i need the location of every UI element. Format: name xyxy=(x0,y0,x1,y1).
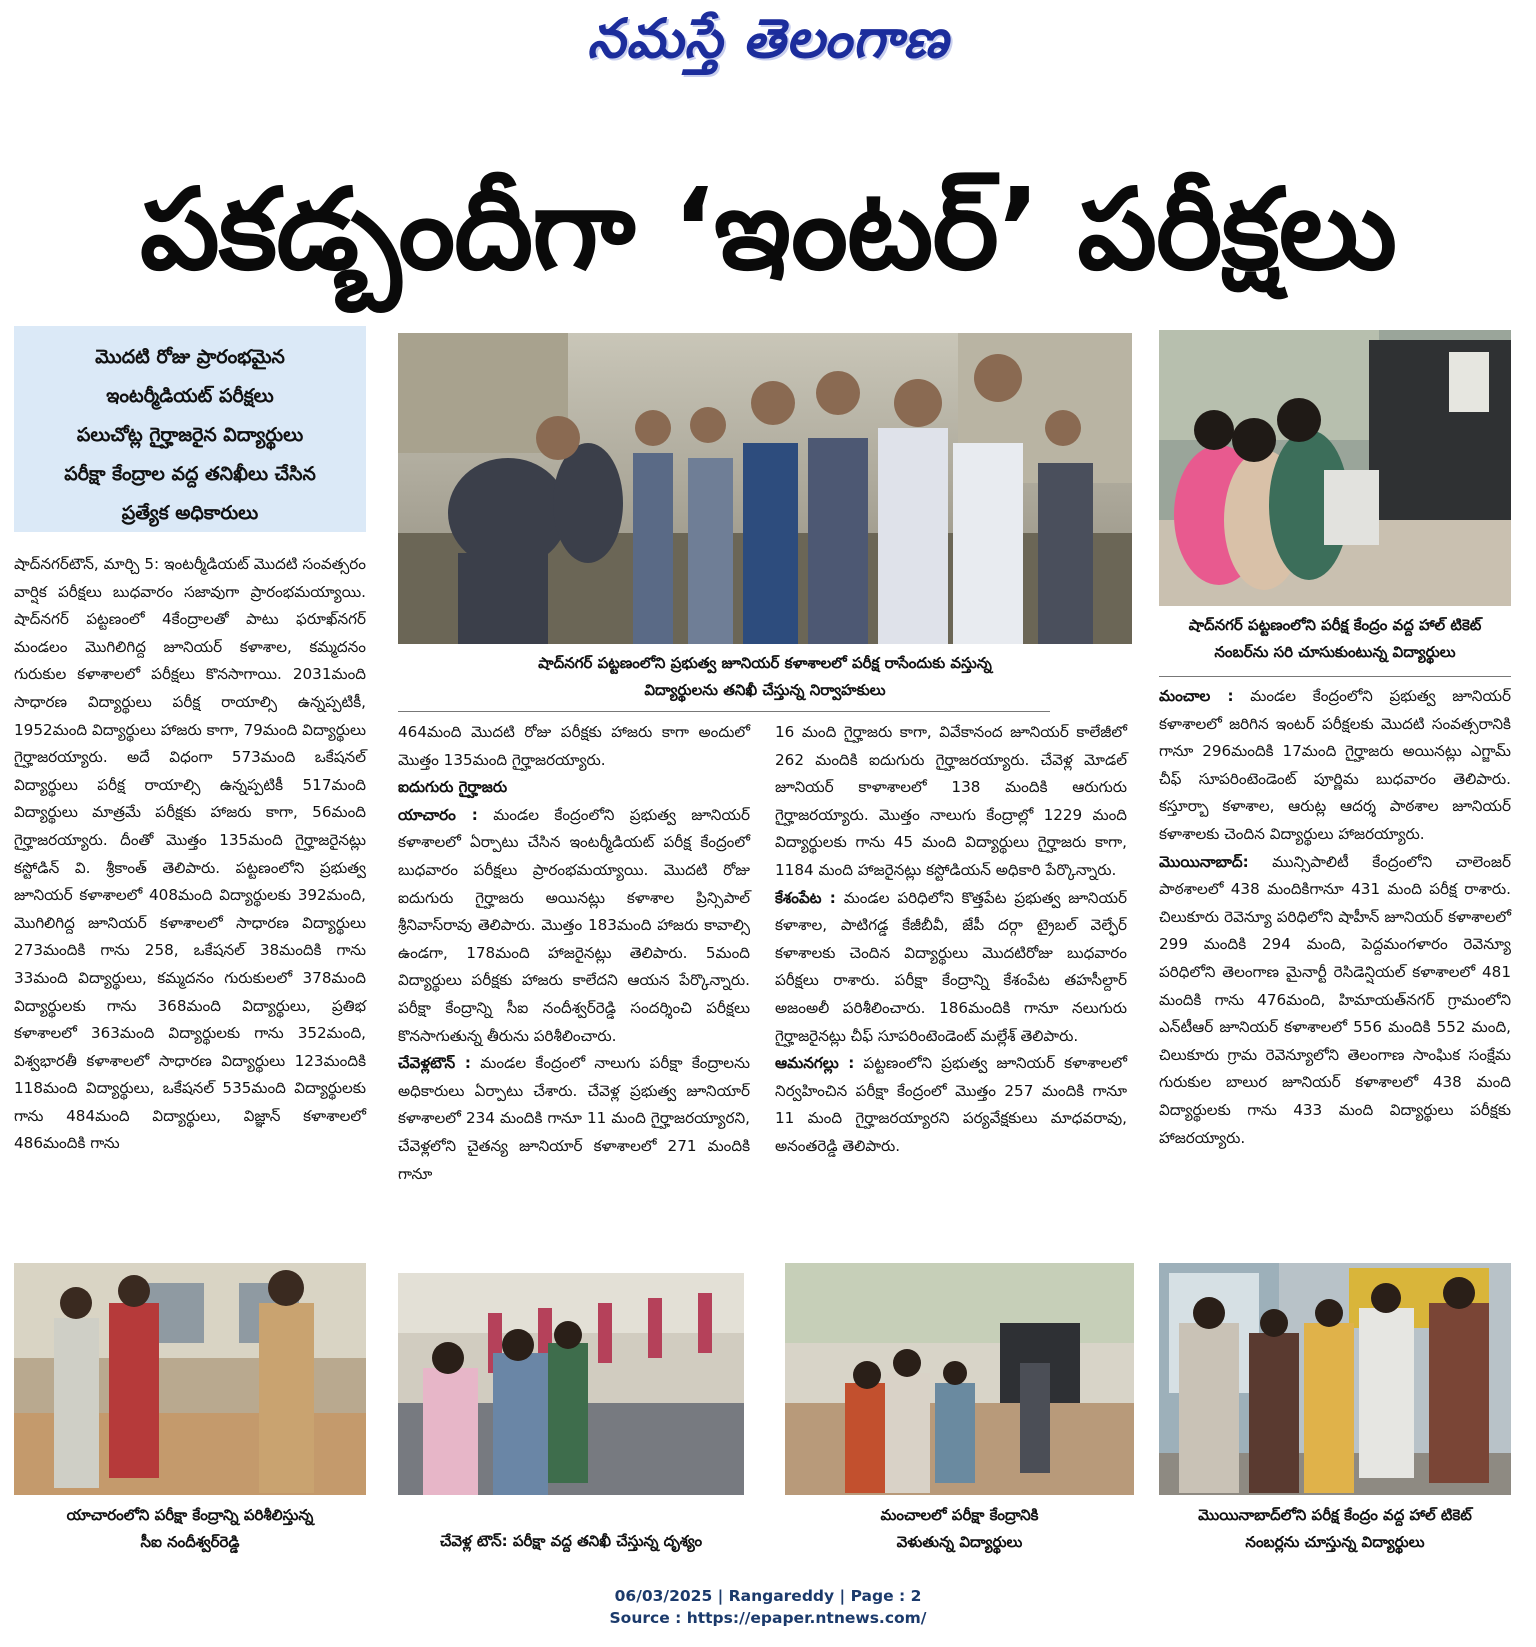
bottom-photo-image xyxy=(398,1273,744,1495)
dateline-place: మంచాల : xyxy=(1159,687,1234,705)
right-photo-caption xyxy=(1159,612,1511,666)
article-paragraph: 464మంది మొదటి రోజు పరీక్షకు హాజరు కాగా అందులో మొత్తం 135మంది గైర్హాజరయ్యారు. xyxy=(398,723,750,769)
dateline-place: యాచారం : xyxy=(398,805,478,824)
caption-line: నంబర్‌ను సరి చూసుకుంటున్న విద్యార్థులు xyxy=(1214,643,1456,661)
highlights-box xyxy=(14,326,366,532)
article-text: పట్టణంలోని ప్రభుత్వ జూనియర్ కళాశాలలో నిర్వహించిన పరీక్షా కేంద్రంలో మొత్తం 257 మందికి గానూ 11 మంది గైర్హాజరయ్యారని పర్యవేక్షకులు మాధవరావు, అనంతరెడ్డి తెలిపారు. xyxy=(775,1054,1127,1155)
bottom-caption-3 xyxy=(785,1502,1134,1556)
caption-line: విద్యార్థులను తనిఖీ చేస్తున్న నిర్వాహకులు xyxy=(644,681,886,699)
divider xyxy=(1159,676,1511,677)
caption-line: షాద్‌నగర్ పట్టణంలోని ప్రభుత్వ జూనియర్ కళాశాలలో పరీక్ష రాసేందుకు వస్తున్న xyxy=(538,654,992,672)
bottom-photo-1 xyxy=(14,1263,366,1495)
article-column-4 xyxy=(1159,683,1511,1152)
main-photo xyxy=(398,333,1132,644)
caption-line: మొయినాబాద్‌లోని పరీక్ష కేంద్రం వద్ద హాల్ టికెట్ xyxy=(1198,1506,1472,1524)
article-text: మండల కేంద్రంలోని ప్రభుత్వ జూనియర్ కళాశాలలో ఏర్పాటు చేసిన ఇంటర్మీడియట్ పరీక్ష కేంద్రంలో బుధవారం పరీక్షలు ప్రారంభమయ్యాయి. మొదటి రోజు ఐదుగురు గైర్హాజరు అయినట్లు కళాశాల ప్రిన్సిపాల్ శ్రీనివాస్‌రావు తెలిపారు. మొత్తం 183మంది హాజరు కావాల్సి ఉండగా, 178మంది హాజరైనట్లు తెలిపారు. 5మంది విద్యార్థులు పరీక్షకు హాజరు కాలేదని ఆయన పేర్కొన్నారు. పరీక్షా కేంద్రాన్ని సీఐ నందీశ్వర్‌రెడ్డి సందర్శించి పరీక్షలు కొనసాగుతున్న తీరును పరిశీలించారు. xyxy=(398,805,750,1045)
highlight-line: పలుచోట్ల గైర్హాజరైన విద్యార్థులు xyxy=(76,424,304,446)
bottom-photo-3 xyxy=(785,1263,1134,1495)
bottom-photo-image xyxy=(14,1263,366,1495)
right-photo-image xyxy=(1159,330,1511,606)
dateline-place: చేవెళ్లటౌన్ : xyxy=(398,1054,471,1073)
article-column-3 xyxy=(775,719,1127,1161)
bottom-photo-image xyxy=(1159,1263,1511,1495)
subheading: ఐదుగురు గైర్హాజరు xyxy=(398,778,508,797)
article-text: మున్సిపాలిటీ కేంద్రంలోని చాలెంజర్ పాఠశాలలో 438 మందికిగానూ 431 మంది పరీక్ష రాశారు. చిలుకూరు రెవెన్యూ పరిధిలోని షాహీన్ జూనియర్ కళాశాలలో 299 మందికి 294 మంది, పెద్దమంగళారం రెవెన్యూ పరిధిలోని తెలంగాణ మైనార్టీ రెసిడెన్షియల్ కళాశాలలో 481 మందికి గాను 476మంది, హిమాయత్‌నగర్ గ్రామంలోని ఎన్‌టీఆర్ జూనియర్ కళాశాలలో 556 మందికి 552 మంది, చిలుకూరు గ్రామ రెవెన్యూలోని తెలంగాణ సాంఘిక సంక్షేమ గురుకుల బాలుర జూనియర్ కళాశాలలో 438 మంది విద్యార్థులకు గాను 433 మంది విద్యార్థులు పరీక్షకు హాజరయ్యారు. xyxy=(1159,852,1511,1147)
caption-line: నంబర్లను చూస్తున్న విద్యార్థులు xyxy=(1245,1533,1425,1551)
article-text: మండల కేంద్రంలోని ప్రభుత్వ జూనియర్ కళాశాలలో జరిగిన ఇంటర్ పరీక్షలకు మొదటి సంవత్సరానికి గానూ 296మందికి 17మంది గైర్హాజరు అయినట్లు ఎగ్జామ్ చీఫ్ సూపరింటెండెంట్ పూర్ణిమ బుధవారం తెలిపారు. కస్తూర్బా కళాశాల, ఆరుట్ల ఆదర్శ పాఠశాల జూనియర్ కళాశాలకు చెందిన విద్యార్థులు హాజరయ్యారు. xyxy=(1159,687,1511,843)
article-paragraph xyxy=(398,802,750,1050)
divider xyxy=(398,711,1050,712)
article-paragraph xyxy=(775,1050,1127,1160)
article-text: మండల కేంద్రంలో నాలుగు పరీక్షా కేంద్రాలను అధికారులు ఏర్పాటు చేశారు. చేవెళ్ల ప్రభుత్వ జూనియార్ కళాశాలలో 234 మందికి గానూ 11 మంది గైర్హాజరయ్యారని, చేవెళ్లలోని చైతన్య జూనియార్ కళాశాలలో 271 మందికి గానూ xyxy=(398,1054,750,1183)
main-photo-caption xyxy=(398,650,1132,704)
caption-line: సీఐ నందీశ్వర్‌రెడ్డి xyxy=(140,1533,240,1551)
footer-date-edition: 06/03/2025 | Rangareddy | Page : 2 xyxy=(614,1587,922,1605)
article-paragraph: 16 మంది గైర్హాజరు కాగా, వివేకానంద జూనియర్ కాలేజీలో 262 మందికి ఐదుగురు గైర్హాజరయ్యారు. చేవెళ్ల మోడల్ జూనియర్ కాళాశాలలో 138 మందికి ఆరుగురు గైర్హాజరయ్యారు. మొత్తం నాలుగు కేంద్రాల్లో 1229 మంది విద్యార్థులకు గాను 45 మంది విద్యార్థులు గైర్హాజరు కాగా, 1184 మంది హాజరైనట్లు కస్టోడియన్ అధికారి పేర్కొన్నారు. xyxy=(775,723,1127,879)
bottom-caption-2 xyxy=(398,1528,744,1555)
highlight-line: మొదటి రోజు ప్రారంభమైన xyxy=(95,346,285,368)
masthead-logo: నమస్తే తెలంగాణ xyxy=(587,6,949,70)
article-column-2 xyxy=(398,719,750,1188)
caption-line: వెళుతున్న విద్యార్థులు xyxy=(896,1533,1023,1551)
bottom-photo-4 xyxy=(1159,1263,1511,1495)
headline: పకడ్బందీగా ‘ఇంటర్’ పరీక్షలు xyxy=(140,165,1396,295)
dateline-place: కేశంపేట : xyxy=(775,888,836,907)
article-column-1 xyxy=(14,551,366,1158)
caption-line: మంచాలలో పరీక్షా కేంద్రానికి xyxy=(880,1506,1039,1524)
article-paragraph xyxy=(1159,849,1511,1153)
right-photo xyxy=(1159,330,1511,606)
bottom-photo-2 xyxy=(398,1273,744,1495)
article-text: మండల పరిధిలోని కొత్తపేట ప్రభుత్వ జూనియర్ కళాశాల, పాటిగడ్డ కేజీబీవీ, జేపీ దర్గా ట్రైబల్ వెల్ఫేర్ కళాశాలకు చెందిన విద్యార్థులు మొదటిరోజు బుధవారం పరీక్షలు రాశారు. పరీక్షా కేంద్రాన్ని కేశంపేట తహసీల్దార్ అజంఅలీ పరిశీలించారు. 186మందికి గానూ నలుగురు గైర్హాజరైనట్లు చీఫ్ సూపరింటెండెంట్ మల్లేశ్ తెలిపారు. xyxy=(775,888,1127,1045)
highlight-line: పరీక్షా కేంద్రాల వద్ద తనిఖీలు చేసిన xyxy=(64,463,316,485)
footer-source: Source : https://epaper.ntnews.com/ xyxy=(609,1609,927,1627)
highlight-line: ఇంటర్మీడియట్ పరీక్షలు xyxy=(106,385,274,407)
bottom-caption-4 xyxy=(1159,1502,1511,1556)
main-photo-image xyxy=(398,333,1132,644)
article-paragraph xyxy=(1159,683,1511,849)
dateline-place: మొయినాబాద్: xyxy=(1159,852,1249,871)
article-paragraph xyxy=(775,885,1127,1051)
bottom-photo-image xyxy=(785,1263,1134,1495)
dateline-place: ఆమనగల్లు : xyxy=(775,1054,855,1073)
highlight-line: ప్రత్యేక అధికారులు xyxy=(121,502,259,524)
article-paragraph: షాద్‌నగర్‌టౌన్, మార్చి 5: ఇంటర్మీడియట్ మొదటి సంవత్సరం వార్షిక పరీక్షలు బుధవారం సజావుగా ప్రారంభమయ్యాయి. షాద్‌నగర్ పట్టణంలో 4కేంద్రాలతో పాటు ఫరూఖ్‌నగర్ మండలం మొగిలిగిద్ద జూనియర్ కళాశాల, కమ్మదనం గురుకుల కళాశాలలో పరీక్షలు కొనసాగాయి. 2031మంది సాధారణ విద్యార్థులు పరీక్ష రాయాల్సి ఉన్నప్పటికీ, 1952మంది విద్యార్థులు హాజరు కాగా, 79మంది విద్యార్థులు గైర్హాజరయ్యారు. అదే విధంగా 573మంది ఒకేషనల్ విద్యార్థులు పరీక్ష రాయాల్సి ఉన్నప్పటికీ 517మంది విద్యార్థులు మాత్రమే పరీక్షకు హాజరు కాగా, 56మంది గైర్హాజరయ్యారు. దీంతో మొత్తం 135మంది గైర్హాజరైనట్లు కస్టోడిన్ వి. శ్రీకాంత్ తెలిపారు. పట్టణంలోని ప్రభుత్వ జూనియర్ కళాశాలలో 408మంది విద్యార్థులకు 392మంది, మొగిలిగిద్ద జూనియర్ కళాశాలలో సాధారణ విద్యార్థులు 273మందికి గాను 258, ఒకేషనల్ 38మందికి గాను 33మంది విద్యార్థులు, కమ్మదనం గురుకులలో 378మంది విద్యార్థులకు గాను 368మంది విద్యార్థులు, ప్రతిభ కళాశాలలో 363మంది విద్యార్థులకు గాను 352మంది, విశ్వభారతీ కళాశాలలో సాధారణ విద్యార్థులు 123మందికి 118మంది విద్యార్థులు, ఒకేషనల్ 535మంది విద్యార్థులకు గాను 484మంది విద్యార్థులు, విజ్ఞాన్ కళాశాలలో 486మందికి గాను xyxy=(14,555,366,1153)
bottom-caption-1 xyxy=(14,1502,366,1556)
caption-line: చేవెళ్ల టౌన్: పరీక్షా వద్ద తనిఖీ చేస్తున్న దృశ్యం xyxy=(439,1532,703,1550)
caption-line: షాద్‌నగర్ పట్టణంలోని పరీక్ష కేంద్రం వద్ద హాల్ టికెట్ xyxy=(1188,616,1482,634)
caption-line: యాచారంలోని పరీక్షా కేంద్రాన్ని పరిశీలిస్తున్న xyxy=(66,1506,314,1524)
article-paragraph xyxy=(398,1050,750,1188)
